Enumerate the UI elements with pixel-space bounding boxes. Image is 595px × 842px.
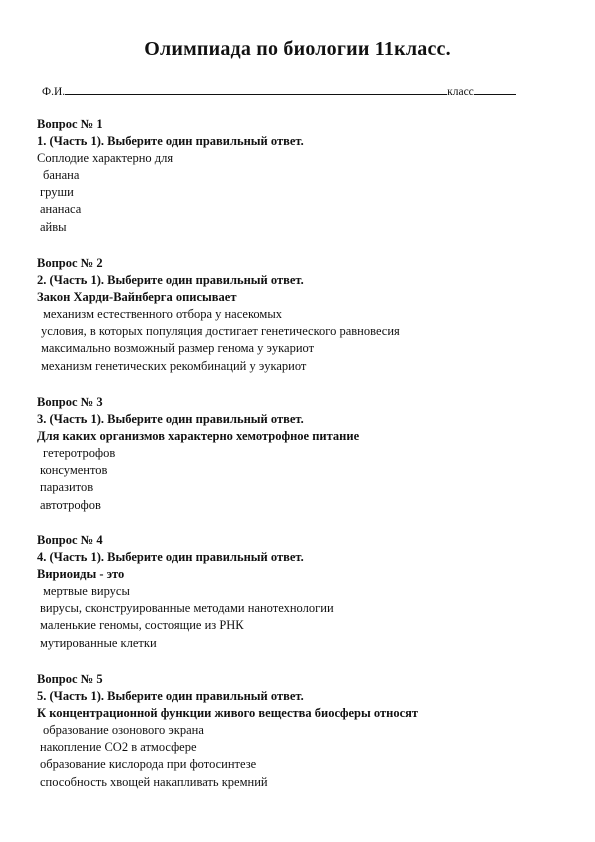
answer-option[interactable]: вирусы, сконструированные методами нанотехнологии [40, 601, 334, 616]
fio-label: Ф.И. [42, 86, 66, 98]
answer-option[interactable]: айвы [40, 219, 67, 234]
question-instruction: 1. (Часть 1). Выберите один правильный ответ. [37, 134, 304, 148]
answer-option[interactable]: банана [43, 168, 80, 182]
answer-option[interactable]: мутированные клетки [40, 635, 157, 650]
question-text: Закон Харди-Вайнберга описывает [37, 290, 237, 304]
question-heading: Вопрос № 3 [37, 395, 103, 409]
page-title: Олимпиада по биологии 11класс. [144, 38, 451, 60]
question-text: Для каких организмов характерно хемотрофное питание [37, 429, 360, 443]
name-class-line [42, 84, 542, 98]
answer-option[interactable]: автотрофов [40, 497, 101, 512]
question-heading: Вопрос № 1 [37, 117, 103, 131]
answer-option[interactable]: образование кислорода при фотосинтезе [40, 757, 257, 772]
class-blank[interactable] [474, 84, 516, 95]
answer-option[interactable]: мертвые вирусы [43, 584, 130, 598]
question-heading: Вопрос № 5 [37, 672, 103, 686]
answer-option[interactable]: маленькие геномы, состоящие из РНК [40, 618, 244, 633]
question-2 [37, 255, 557, 375]
answer-option[interactable]: паразитов [40, 480, 94, 495]
question-4 [37, 532, 557, 652]
class-label: класс [447, 86, 474, 98]
question-text: Вириоиды - это [37, 567, 125, 581]
answer-option[interactable]: груши [40, 185, 74, 200]
answer-option[interactable]: гетеротрофов [43, 446, 116, 460]
fio-blank[interactable] [65, 84, 447, 95]
question-instruction: 3. (Часть 1). Выберите один правильный ответ. [37, 412, 304, 426]
answer-option[interactable]: консументов [40, 463, 108, 478]
answer-option[interactable]: способность хвощей накапливать кремний [40, 774, 268, 789]
question-instruction: 5. (Часть 1). Выберите один правильный ответ. [37, 689, 304, 703]
answer-option[interactable]: накопление СО2 в атмосфере [40, 740, 197, 755]
answer-option[interactable]: максимально возможный размер генома у эукариот [41, 341, 315, 356]
question-heading: Вопрос № 4 [37, 533, 103, 547]
question-instruction: 4. (Часть 1). Выберите один правильный ответ. [37, 550, 304, 564]
question-instruction: 2. (Часть 1). Выберите один правильный ответ. [37, 273, 304, 287]
answer-option[interactable]: ананаса [40, 202, 82, 217]
answer-option[interactable]: механизм генетических рекомбинаций у эукариот [41, 358, 307, 373]
answer-option[interactable]: образование озонового экрана [43, 723, 204, 737]
question-heading: Вопрос № 2 [37, 256, 103, 270]
question-text: Соплодие характерно для [37, 151, 174, 165]
question-text: К концентрационной функции живого вещества биосферы относят [37, 706, 419, 720]
answer-option[interactable]: механизм естественного отбора у насекомых [43, 307, 282, 321]
question-1 [37, 116, 557, 236]
question-5 [37, 671, 557, 791]
answer-option[interactable]: условия, в которых популяция достигает генетического равновесия [41, 324, 400, 339]
question-3 [37, 394, 557, 514]
